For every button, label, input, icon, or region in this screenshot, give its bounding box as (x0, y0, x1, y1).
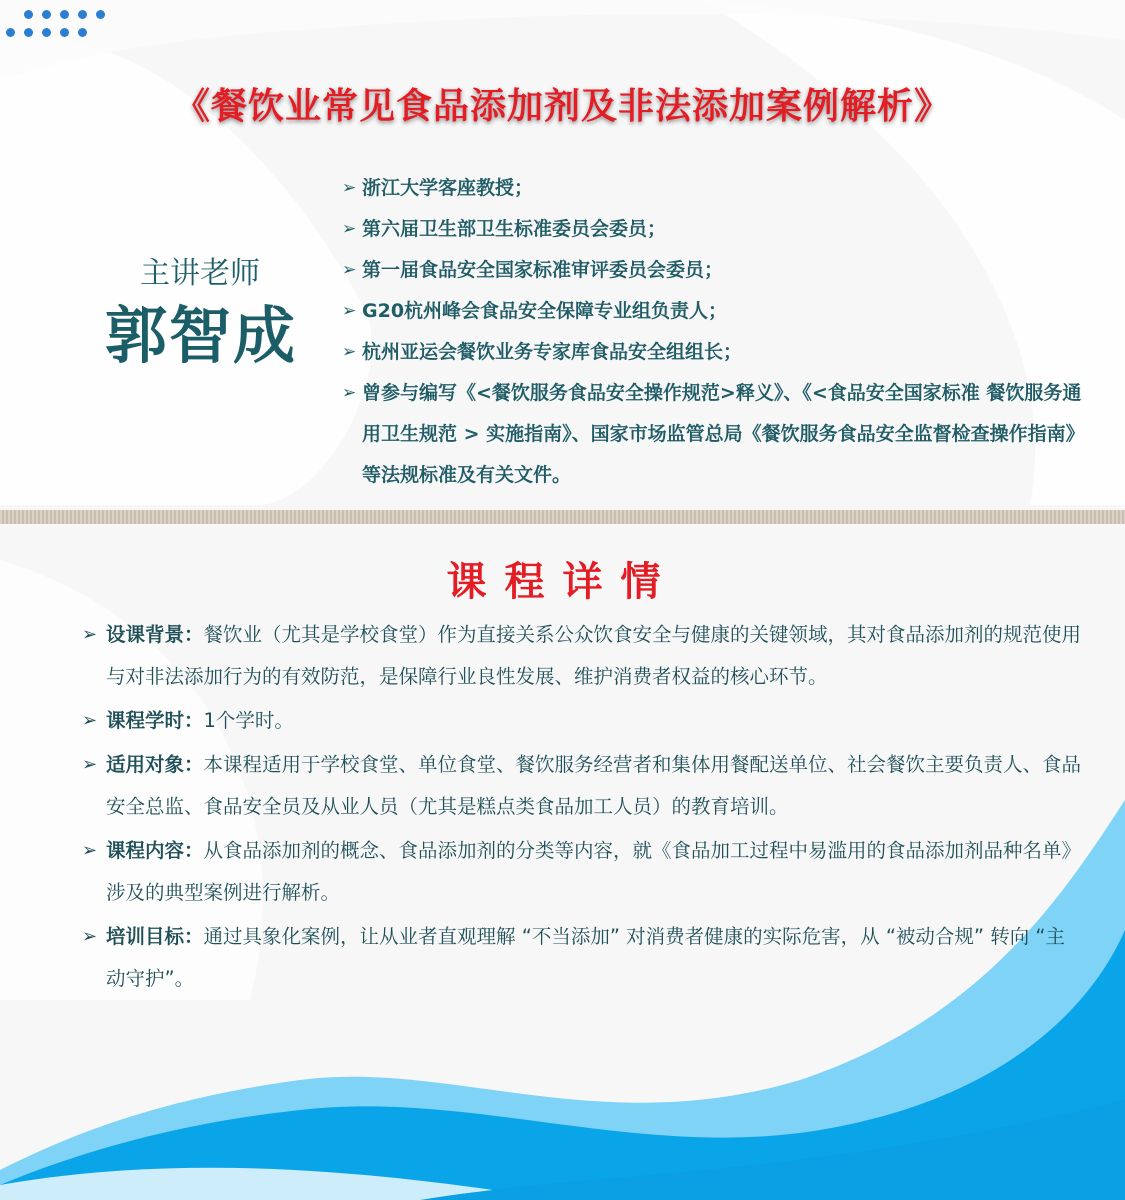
detail-item (82, 614, 1082, 698)
section-divider (0, 510, 1125, 524)
detail-item (82, 700, 1082, 742)
detail-text: 1个学时。 (203, 709, 294, 732)
arrow-icon: ➢ (342, 342, 357, 362)
detail-item (82, 916, 1082, 1000)
detail-text: 通过具象化案例，让从业者直观理解 “不当添加” 对消费者健康的实际危害，从 “被动合规” 转向 “主动守护”。 (106, 925, 1066, 990)
arrow-icon: ➢ (82, 624, 98, 645)
arrow-icon: ➢ (342, 301, 357, 321)
teacher-credentials (342, 168, 1082, 496)
arrow-icon: ➢ (342, 383, 357, 403)
detail-text: 餐饮业（尤其是学校食堂）作为直接关系公众饮食安全与健康的关键领域，其对食品添加剂的规范使用与对非法添加行为的有效防范，是保障行业良性发展、维护消费者权益的核心环节。 (106, 623, 1082, 688)
section-title: 课程详情 (446, 559, 679, 605)
credential-item: ➢ G20杭州峰会食品安全保障专业组负责人； (342, 291, 1082, 332)
detail-item (82, 744, 1082, 828)
detail-text: 从食品添加剂的概念、食品添加剂的分类等内容，就《食品加工过程中易滥用的食品添加剂品种名单》涉及的典型案例进行解析。 (106, 839, 1082, 904)
detail-label: 设课背景： (106, 623, 204, 646)
credential-item: ➢ 曾参与编写《<餐饮服务食品安全操作规范>释义》、《<食品安全国家标准 餐饮服务通用卫生规范 > 实施指南》、国家市场监管总局《餐饮服务食品安全监督检查操作指南》等法规标准及有关文件。 (342, 373, 1082, 496)
detail-label: 课程内容： (106, 839, 204, 862)
arrow-icon: ➢ (82, 840, 98, 861)
detail-item (82, 830, 1082, 914)
arrow-icon: ➢ (82, 754, 98, 775)
detail-label: 课程学时： (106, 709, 204, 732)
credential-item: ➢ 第六届卫生部卫生标准委员会委员； (342, 209, 1082, 250)
arrow-icon: ➢ (342, 219, 357, 239)
decorative-dots (0, 6, 120, 46)
arrow-icon: ➢ (82, 926, 98, 947)
page-title: 《餐饮业常见食品添加剂及非法添加案例解析》 (173, 86, 951, 127)
arrow-icon: ➢ (342, 178, 357, 198)
teacher-role: 主讲老师 (140, 256, 260, 291)
course-details (82, 614, 1082, 1002)
detail-label: 适用对象： (106, 753, 204, 776)
credential-item: ➢ 杭州亚运会餐饮业务专家库食品安全组组长； (342, 332, 1082, 373)
teacher-name: 郭智成 (104, 299, 297, 372)
arrow-icon: ➢ (82, 710, 98, 731)
credential-item: ➢ 浙江大学客座教授； (342, 168, 1082, 209)
credential-item: ➢ 第一届食品安全国家标准审评委员会委员； (342, 250, 1082, 291)
detail-label: 培训目标： (106, 925, 204, 948)
detail-text: 本课程适用于学校食堂、单位食堂、餐饮服务经营者和集体用餐配送单位、社会餐饮主要负责人、食品安全总监、食品安全员及从业人员（尤其是糕点类食品加工人员）的教育培训。 (106, 753, 1082, 818)
arrow-icon: ➢ (342, 260, 357, 280)
